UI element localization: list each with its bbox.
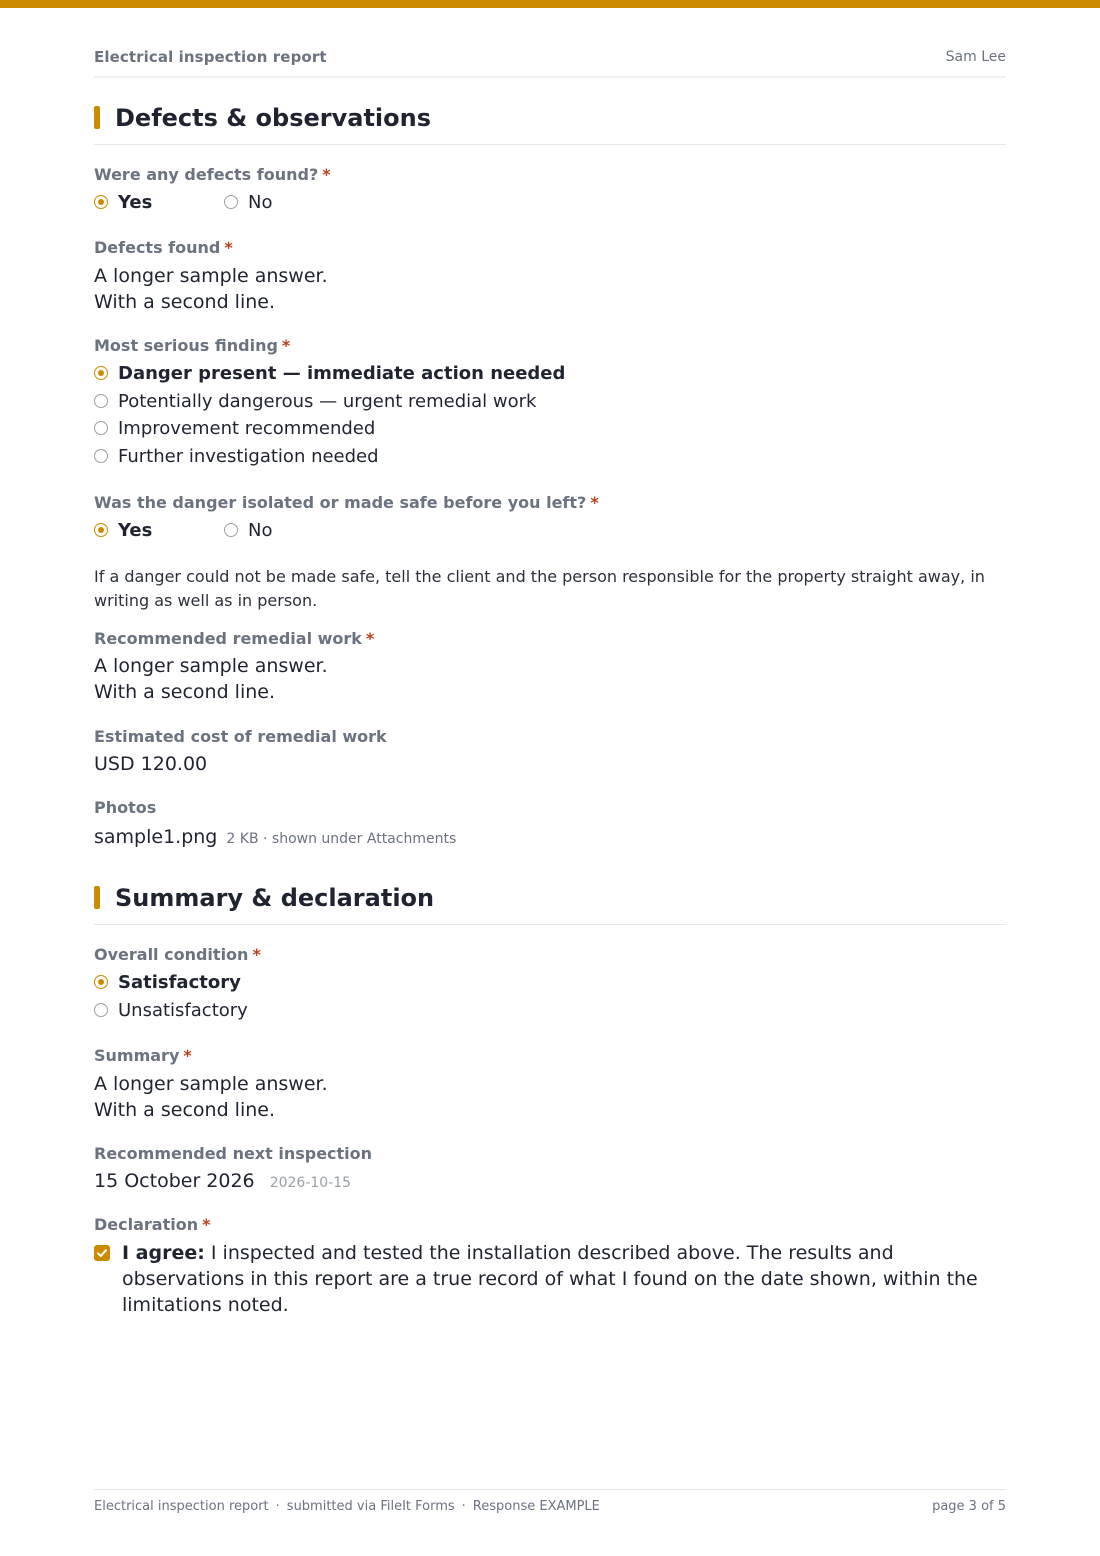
footer-separator: ·	[461, 1499, 466, 1514]
declaration-text	[122, 1240, 1006, 1318]
radio-label: Further investigation needed	[118, 445, 379, 467]
declaration-body: I inspected and tested the installation described above. The results and observations in this report are a true record of what I found on the date shown, within the limitations noted.	[122, 1242, 978, 1316]
radio-empty-icon	[94, 1003, 108, 1017]
header-title: Electrical inspection report	[94, 48, 327, 66]
footer-left	[94, 1499, 600, 1514]
radio-label: Danger present — immediate action needed	[118, 362, 566, 384]
page-footer	[94, 1489, 1006, 1514]
radio-option-satisfactory[interactable]	[94, 970, 241, 994]
field-label-defects-found	[94, 238, 233, 258]
radio-option-unsatisfactory[interactable]	[94, 998, 248, 1022]
required-marker: *	[252, 945, 261, 964]
section-accent-bar	[94, 106, 100, 129]
radio-option-improvement[interactable]	[94, 416, 375, 440]
radio-selected-icon	[94, 195, 108, 209]
required-marker: *	[590, 493, 599, 512]
danger-note: If a danger could not be made safe, tell the client and the person responsible for the property straight away, in writing as well as in person.	[94, 567, 985, 610]
label-text: Most serious finding	[94, 336, 278, 355]
radio-option-yes[interactable]	[94, 518, 224, 542]
radio-label: Yes	[118, 519, 153, 541]
radio-label: Improvement recommended	[118, 417, 376, 439]
checkbox-checked-icon[interactable]	[94, 1245, 110, 1261]
label-text: Summary	[94, 1046, 180, 1065]
answer-next-inspection	[94, 1168, 351, 1196]
answer-defects-found: A longer sample answer. With a second line.	[94, 265, 328, 313]
answer-estimated-cost: USD 120.00	[94, 753, 208, 775]
radio-label: Yes	[118, 191, 153, 213]
checkmark-icon	[96, 1247, 108, 1259]
radio-label: Satisfactory	[118, 971, 241, 993]
required-marker: *	[322, 165, 331, 184]
field-label-summary	[94, 1046, 192, 1066]
field-label-most-serious	[94, 336, 290, 356]
footer-response: Response EXAMPLE	[472, 1499, 600, 1514]
footer-title: Electrical inspection report	[94, 1499, 269, 1514]
required-marker: *	[224, 238, 233, 257]
footer-via: submitted via FileIt Forms	[286, 1499, 455, 1514]
radio-option-no[interactable]	[224, 190, 354, 214]
footer-separator: ·	[275, 1499, 280, 1514]
field-label-estimated-cost: Estimated cost of remedial work	[94, 727, 387, 746]
radio-empty-icon	[94, 394, 108, 408]
radio-option-no[interactable]	[224, 518, 354, 542]
section-title: Summary & declaration	[115, 884, 435, 912]
header-author: Sam Lee	[945, 49, 1006, 65]
running-header	[94, 48, 1006, 78]
section-heading-defects	[94, 104, 1006, 145]
label-text: Declaration	[94, 1215, 199, 1234]
radio-selected-icon	[94, 366, 108, 380]
radio-empty-icon	[94, 421, 108, 435]
radio-option-further-investigation[interactable]	[94, 444, 379, 468]
label-text: Defects found	[94, 238, 221, 257]
field-label-declaration	[94, 1215, 210, 1235]
attachment-file[interactable]	[94, 824, 456, 852]
declaration-checkbox-row[interactable]	[94, 1240, 1006, 1318]
top-accent-bar	[0, 0, 1100, 8]
radio-selected-icon	[94, 975, 108, 989]
radio-label: No	[248, 191, 273, 213]
field-label-next-inspection: Recommended next inspection	[94, 1144, 373, 1163]
required-marker: *	[183, 1046, 192, 1065]
radio-group-danger-isolated	[94, 518, 354, 542]
required-marker: *	[281, 336, 291, 355]
radio-option-danger-present[interactable]	[94, 361, 565, 385]
required-marker: *	[365, 629, 375, 648]
radio-empty-icon	[224, 523, 238, 537]
date-iso: 2026-10-15	[269, 1175, 352, 1191]
field-label-danger-isolated	[94, 493, 599, 513]
section-title: Defects & observations	[115, 104, 432, 132]
radio-label: Potentially dangerous — urgent remedial work	[118, 390, 537, 412]
page-number: page 3 of 5	[932, 1499, 1006, 1514]
label-text: Were any defects found?	[94, 165, 319, 184]
field-label-photos: Photos	[94, 798, 157, 817]
radio-label: Unsatisfactory	[118, 999, 248, 1021]
radio-group-defects-question	[94, 190, 354, 214]
radio-empty-icon	[224, 195, 238, 209]
field-label-remedial-work	[94, 629, 374, 649]
declaration-lead: I agree:	[122, 1242, 205, 1264]
radio-selected-icon	[94, 523, 108, 537]
radio-label: No	[248, 519, 273, 541]
label-text: Recommended remedial work	[94, 629, 362, 648]
field-label-defects-question	[94, 165, 331, 185]
file-name: sample1.png	[94, 826, 218, 848]
radio-option-potentially-dangerous[interactable]	[94, 389, 536, 413]
date-value: 15 October 2026	[94, 1170, 255, 1192]
answer-summary: A longer sample answer. With a second line.	[94, 1073, 328, 1121]
field-label-overall-condition	[94, 945, 261, 965]
file-meta: 2 KB · shown under Attachments	[226, 831, 457, 847]
label-text: Was the danger isolated or made safe before you left?	[94, 493, 587, 512]
radio-empty-icon	[94, 449, 108, 463]
label-text: Overall condition	[94, 945, 249, 964]
radio-option-yes[interactable]	[94, 190, 224, 214]
required-marker: *	[202, 1215, 211, 1234]
section-heading-summary	[94, 884, 1006, 925]
answer-remedial-work: A longer sample answer. With a second line.	[94, 655, 328, 703]
section-accent-bar	[94, 886, 100, 909]
